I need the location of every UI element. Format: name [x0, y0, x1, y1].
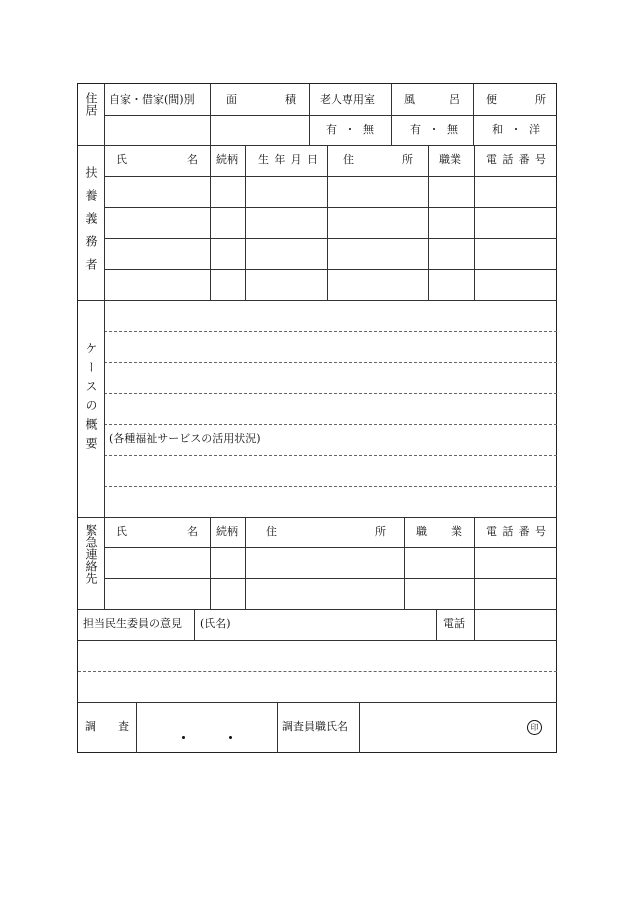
col-line — [277, 702, 278, 753]
toilet-options[interactable]: 和 ・ 洋 — [492, 123, 540, 136]
label-column-line — [136, 702, 137, 753]
row-line — [104, 547, 557, 548]
col-line — [436, 609, 437, 640]
seal-mark-icon: 印 — [527, 720, 542, 735]
support-obligor-label: 扶養義務者 — [84, 166, 98, 281]
case-writing-line — [104, 455, 557, 456]
area-header: 面 積 — [226, 93, 296, 106]
case-overview-label: ケースの概要 — [84, 342, 98, 456]
col-line — [210, 517, 211, 609]
col-line — [245, 517, 246, 609]
col-line — [327, 145, 328, 300]
survey-label: 調 査 — [85, 720, 129, 733]
bath-options[interactable]: 有 ・ 無 — [410, 123, 458, 136]
emergency-phone-header: 電 話 番 号 — [486, 525, 546, 538]
elderly-room-header: 老人専用室 — [320, 93, 375, 106]
commissioner-name-label: (氏名) — [200, 617, 231, 630]
section-divider — [78, 517, 557, 518]
investigator-label: 調査員職氏名 — [282, 720, 348, 733]
row-line — [104, 238, 557, 239]
housing-label: 住居 — [84, 92, 98, 116]
row-line — [104, 269, 557, 270]
opinion-writing-line — [78, 671, 557, 672]
col-line — [210, 84, 211, 145]
support-phone-header: 電 話 番 号 — [486, 153, 546, 166]
col-line — [404, 517, 405, 609]
emergency-address-header: 住 所 — [266, 525, 386, 538]
col-line — [309, 84, 310, 145]
support-birth-header: 生 年 月 日 — [258, 153, 318, 166]
col-line — [391, 84, 392, 145]
housing-divider — [104, 115, 557, 116]
welfare-service-note: (各種福祉サービスの活用状況) — [109, 432, 261, 445]
col-line — [474, 609, 475, 640]
support-address-header: 住 所 — [343, 153, 413, 166]
care-survey-form — [77, 83, 557, 753]
row-line — [104, 578, 557, 579]
bath-header: 風 呂 — [404, 93, 460, 106]
col-line — [210, 145, 211, 300]
support-name-header: 氏 名 — [116, 153, 198, 166]
emergency-contact-label: 緊急連絡先 — [84, 524, 98, 584]
commissioner-phone-label: 電話 — [443, 617, 465, 630]
elderly-room-options[interactable]: 有 ・ 無 — [326, 123, 374, 136]
row-line — [104, 176, 557, 177]
emergency-job-header: 職 業 — [416, 525, 462, 538]
section-divider — [78, 145, 557, 146]
toilet-header: 便 所 — [486, 93, 546, 106]
section-divider — [78, 300, 557, 301]
case-writing-line — [104, 424, 557, 425]
row-line — [104, 207, 557, 208]
case-writing-line — [104, 486, 557, 487]
commissioner-opinion-label: 担当民生委員の意見 — [83, 617, 182, 630]
col-line — [359, 702, 360, 753]
emergency-name-header: 氏 名 — [116, 525, 198, 538]
label-column-line — [104, 84, 105, 609]
case-writing-line — [104, 331, 557, 332]
col-line — [473, 84, 474, 145]
section-divider — [78, 609, 557, 610]
case-writing-line — [104, 362, 557, 363]
emergency-relation-header: 続柄 — [216, 525, 238, 538]
section-divider — [78, 702, 557, 703]
case-writing-line — [104, 393, 557, 394]
col-line — [474, 145, 475, 300]
date-separator-dot — [182, 736, 185, 739]
col-line — [245, 145, 246, 300]
support-relation-header: 続柄 — [216, 153, 238, 166]
col-line — [428, 145, 429, 300]
date-separator-dot — [229, 736, 232, 739]
col-line — [194, 609, 195, 640]
housing-type-header: 自家・借家(間)別 — [109, 93, 195, 106]
support-job-header: 職業 — [439, 153, 461, 166]
col-line — [474, 517, 475, 609]
section-divider — [78, 640, 557, 641]
